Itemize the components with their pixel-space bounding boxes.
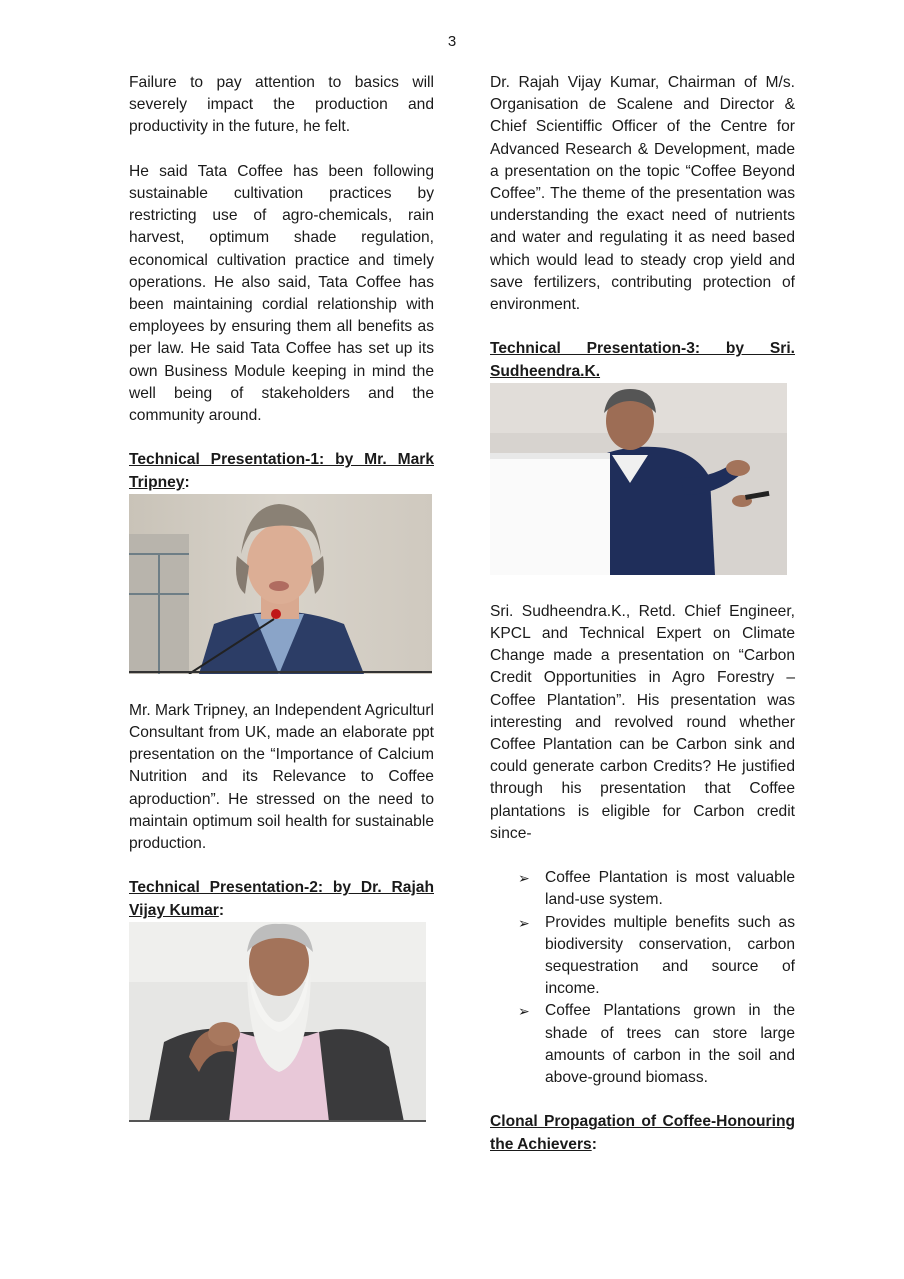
right-paragraph-2: Sri. Sudheendra.K., Retd. Chief Engineer, KPCL and Technical Expert on Climate Change made a presentation on “Carbon Credit Opportunities in Agro Forestry – Coffee Plantation”. His presentation was interesting and revolved round whether Coffee Plantation can be Carbon sink and could generate carbon Credits? He justified through his presentation that Coffee plantations is eligible for Carbon credit since- bbox=[490, 602, 795, 842]
page-number: 3 bbox=[447, 33, 457, 50]
section-heading-clonal-propagation: Clonal Propagation of Coffee-Honouring the Achievers: bbox=[490, 1113, 795, 1153]
section-heading-presentation-2: Technical Presentation-2: by Dr. Rajah Vijay Kumar: bbox=[129, 879, 434, 919]
left-paragraph-2: He said Tata Coffee has been following sustainable cultivation practices by restricting use of agro-chemicals, rain harvest, optimum shade regulation, economical cultivation practice and timely operations. He also said, Tata Coffee has been maintaining cordial relationship with employees by ensuring them all benefits as per law. He said Tata Coffee has set up its own Business Module keeping in mind the well being of stakeholders and the community around. bbox=[129, 162, 434, 425]
arrowhead-bullet-icon: ➢ bbox=[518, 1003, 530, 1020]
left-paragraph-1: Failure to pay attention to basics will severely impact the production and productivity in the future, he felt. bbox=[129, 74, 434, 136]
list-item: ➢ Coffee Plantations grown in the shade of trees can store large amounts of carbon in the soil and above-ground biomass. bbox=[518, 1002, 795, 1087]
list-item: ➢ Provides multiple benefits such as biodiversity conservation, carbon sequestration and source of income. bbox=[518, 913, 795, 998]
photo-mark-tripney bbox=[129, 494, 432, 674]
section-heading-presentation-3 bbox=[490, 338, 795, 382]
right-paragraph-1: Dr. Rajah Vijay Kumar, Chairman of M/s. Organisation de Scalene and Director & Chief Scientiffic Officer of the Centre for Advanced Research & Development, made a presentation on the topic “Coffee Beyond Coffee”. The theme of the presentation was understanding the exact need of nutrients and water and regulating it as need based which would lead to steady crop yield and save fertilizers, contributing protection of environment. bbox=[490, 74, 795, 314]
arrowhead-bullet-icon: ➢ bbox=[518, 914, 530, 931]
left-column bbox=[129, 72, 434, 1122]
heading-text: Clonal Propagation of Coffee-Honouring the Achievers bbox=[490, 1113, 795, 1153]
heading-text: Technical Presentation-3: by Sri. Sudheendra.K. bbox=[490, 340, 795, 380]
heading-text: Technical Presentation-2: by Dr. Rajah Vijay Kumar bbox=[129, 879, 434, 919]
right-column bbox=[490, 72, 795, 1156]
heading-text: Technical Presentation-1: by Mr. Mark Tripney bbox=[129, 451, 434, 491]
photo-sudheendra bbox=[490, 383, 787, 575]
photo-rajah-vijay-kumar bbox=[129, 922, 426, 1122]
section-heading-presentation-1: Technical Presentation-1: by Mr. Mark Tripney: bbox=[129, 451, 434, 491]
carbon-credit-reasons-list bbox=[490, 867, 795, 1089]
left-paragraph-3: Mr. Mark Tripney, an Independent Agriculturl Consultant from UK, made an elaborate ppt presentation on the “Importance of Calcium Nutrition and its Relevance to Coffee aproduction”. He stressed on the need to maintain optimum soil health for sustainable production. bbox=[129, 701, 434, 853]
arrowhead-bullet-icon: ➢ bbox=[518, 870, 530, 887]
list-item: ➢ Coffee Plantation is most valuable land-use system. bbox=[518, 869, 795, 909]
